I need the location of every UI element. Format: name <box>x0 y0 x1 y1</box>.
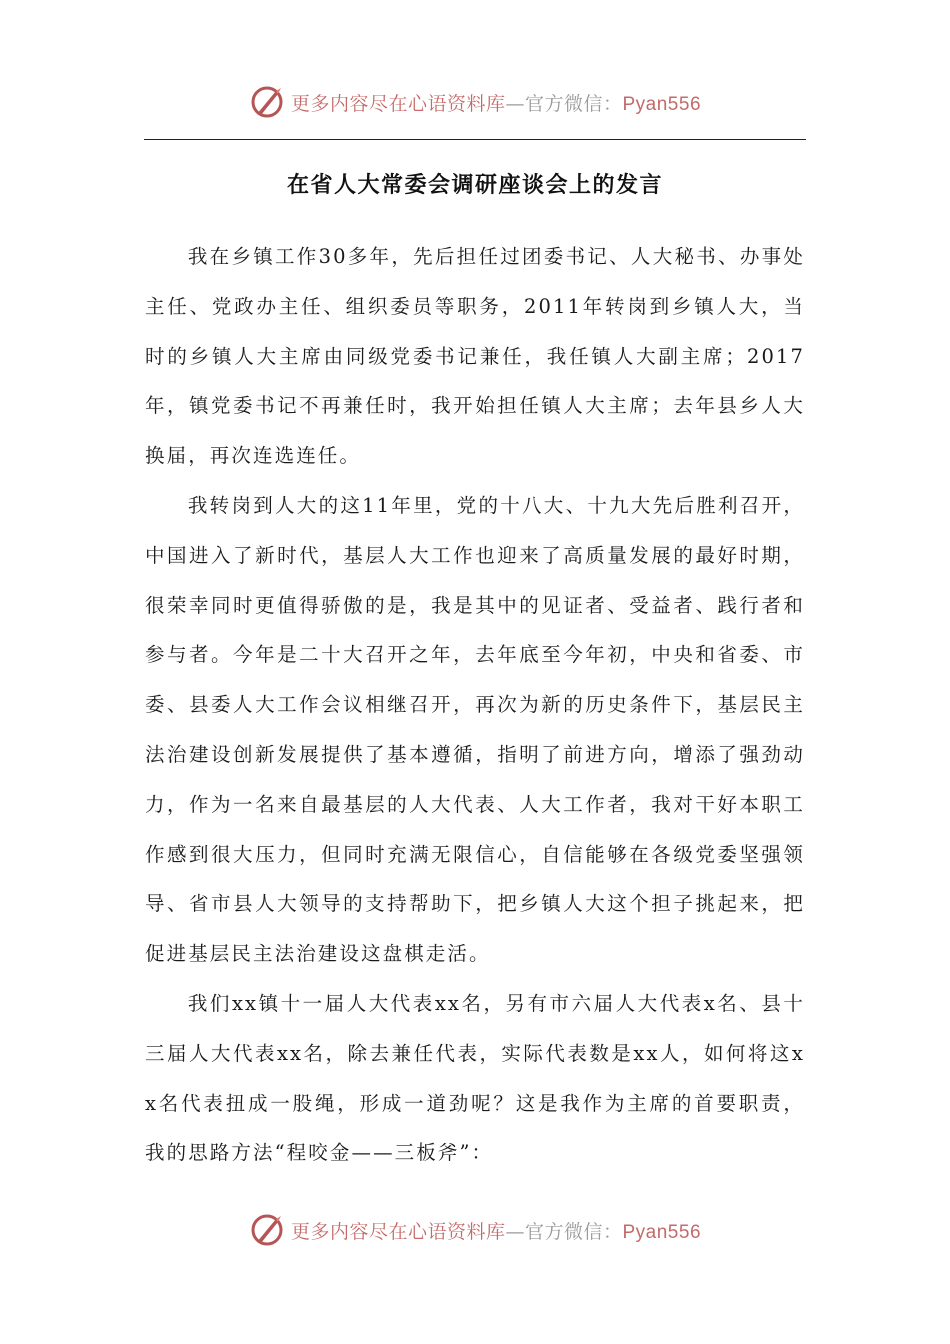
footer-brand-name: 更多内容尽在心语资料库 <box>290 1220 506 1243</box>
paragraph-2: 我转岗到人大的这11年里，党的十八大、十九大先后胜利召开，中国进入了新时代，基层人大工作也迎来了高质量发展的最好时期，很荣幸同时更值得骄傲的是，我是其中的见证者、受益者、践行者和参与者。今年是二十大召开之年，去年底至今年初，中央和省委、市委、县委人大工作会议相继召开，再次为新的历史条件下，基层民主法治建设创新发展提供了基本遵循，指明了前进方向，增添了强劲动力，作为一名来自最基层的人大代表、人大工作者，我对干好本职工作感到很大压力，但同时充满无限信心，自信能够在各级党委坚强领导、省市县人大领导的支持帮助下，把乡镇人大这个担子挑起来，把促进基层民主法治建设这盘棋走活。 <box>145 493 805 966</box>
header-wechat-label: 官方微信： <box>524 92 623 115</box>
footer-wechat-id: Pyan556 <box>622 1221 702 1243</box>
header-wechat-id: Pyan556 <box>622 93 702 115</box>
quill-logo-icon <box>249 84 285 120</box>
header-divider <box>144 139 806 140</box>
header-brand-name: 更多内容尽在心语资料库 <box>290 92 506 115</box>
paragraph-3: 我们xx镇十一届人大代表xx名，另有市六届人大代表x名、县十三届人大代表xx名，除去兼任代表，实际代表数是xx人，如何将这xx名代表扭成一股绳，形成一道劲呢？这是我作为主席的首要职责，我的思路方法“程咬金——三板斧”： <box>145 991 805 1165</box>
header-separator: — <box>505 92 525 115</box>
paragraph-1: 我在乡镇工作30多年，先后担任过团委书记、人大秘书、办事处主任、党政办主任、组织委员等职务，2011年转岗到乡镇人大，当时的乡镇人大主席由同级党委书记兼任，我任镇人大副主席；2017年，镇党委书记不再兼任时，我开始担任镇人大主席；去年县乡人大换届，再次连选连任。 <box>145 245 805 468</box>
document-title: 在省人大常委会调研座谈会上的发言 <box>286 173 663 198</box>
footer-brand-text <box>291 1217 701 1244</box>
header-banner <box>0 80 950 124</box>
header-brand-text <box>291 89 701 116</box>
document-body <box>145 232 805 1178</box>
quill-logo-icon <box>249 1212 285 1248</box>
footer-banner <box>0 1208 950 1252</box>
footer-separator: — <box>505 1220 525 1243</box>
footer-wechat-label: 官方微信： <box>524 1220 623 1243</box>
